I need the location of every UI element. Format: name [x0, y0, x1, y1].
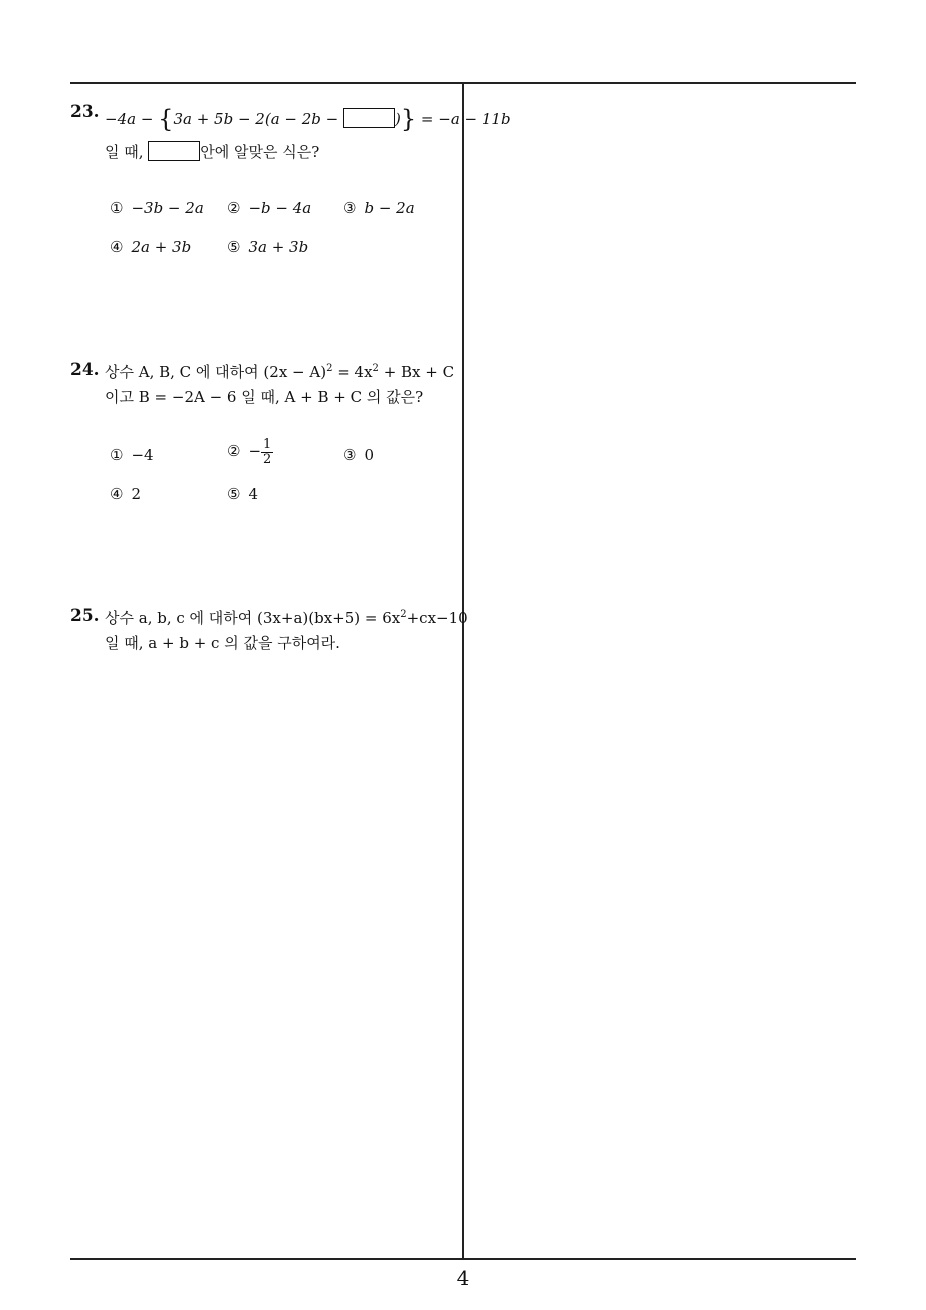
line2-prefix: 일 때, — [105, 143, 149, 161]
choice-3[interactable]: ③ b − 2a — [343, 199, 415, 217]
expr-part-d: = −a − 11b — [416, 110, 511, 128]
choice-5[interactable]: ⑤ 4 — [227, 485, 258, 503]
problem-24-line-1: 상수 A, B, C 에 대하여 $(2x - A)^2 = 4x^2 + Bx + C$ — [105, 363, 455, 381]
choice-1[interactable]: ① −4 — [110, 446, 154, 464]
brace-open: { — [158, 105, 174, 133]
problem-23-line-2 — [105, 141, 319, 161]
choice-4[interactable]: ④ 2 — [110, 485, 141, 503]
choice-4[interactable]: ④ 2a + 3b — [110, 238, 192, 256]
problem-number: 25. — [70, 606, 100, 626]
problem-25-line-1: 상수 a, b, c 에 대하여 $(3x+a)(bx+5) = 6x^2+cx-10$ — [105, 609, 468, 627]
problem-23-line-1 — [105, 107, 511, 131]
line2-suffix: 안에 알맞은 식은? — [200, 143, 320, 161]
choice-2[interactable]: ② −b − 4a — [227, 199, 312, 217]
choice-3[interactable]: ③ 0 — [343, 446, 374, 464]
choice-2[interactable]: ② − $\frac{1}{2}$ — [227, 437, 272, 467]
choice-5[interactable]: ⑤ 3a + 3b — [227, 238, 309, 256]
answer-blank-box-2 — [148, 141, 200, 161]
expr-part-b: 3a + 5b − 2(a − 2b − — [173, 110, 343, 128]
column-divider — [462, 82, 464, 1259]
problem-24-line-2: 이고 B = −2A − 6 일 때, A + B + C 의 값은? — [105, 388, 424, 406]
expr-part-a: −4a − — [105, 110, 159, 128]
choice-1[interactable]: ① −3b − 2a — [110, 199, 204, 217]
fraction: $\frac{1}{2}$ — [263, 437, 272, 467]
bottom-rule — [70, 1258, 856, 1260]
problem-number: 24. — [70, 360, 100, 380]
problem-number: 23. — [70, 102, 100, 122]
page-number: 4 — [456, 1266, 470, 1290]
problem-25-line-2: 일 때, a + b + c 의 값을 구하여라. — [105, 634, 340, 652]
brace-close: } — [400, 105, 417, 133]
answer-blank-box — [343, 108, 395, 128]
expr-part-c: ) — [395, 110, 401, 128]
